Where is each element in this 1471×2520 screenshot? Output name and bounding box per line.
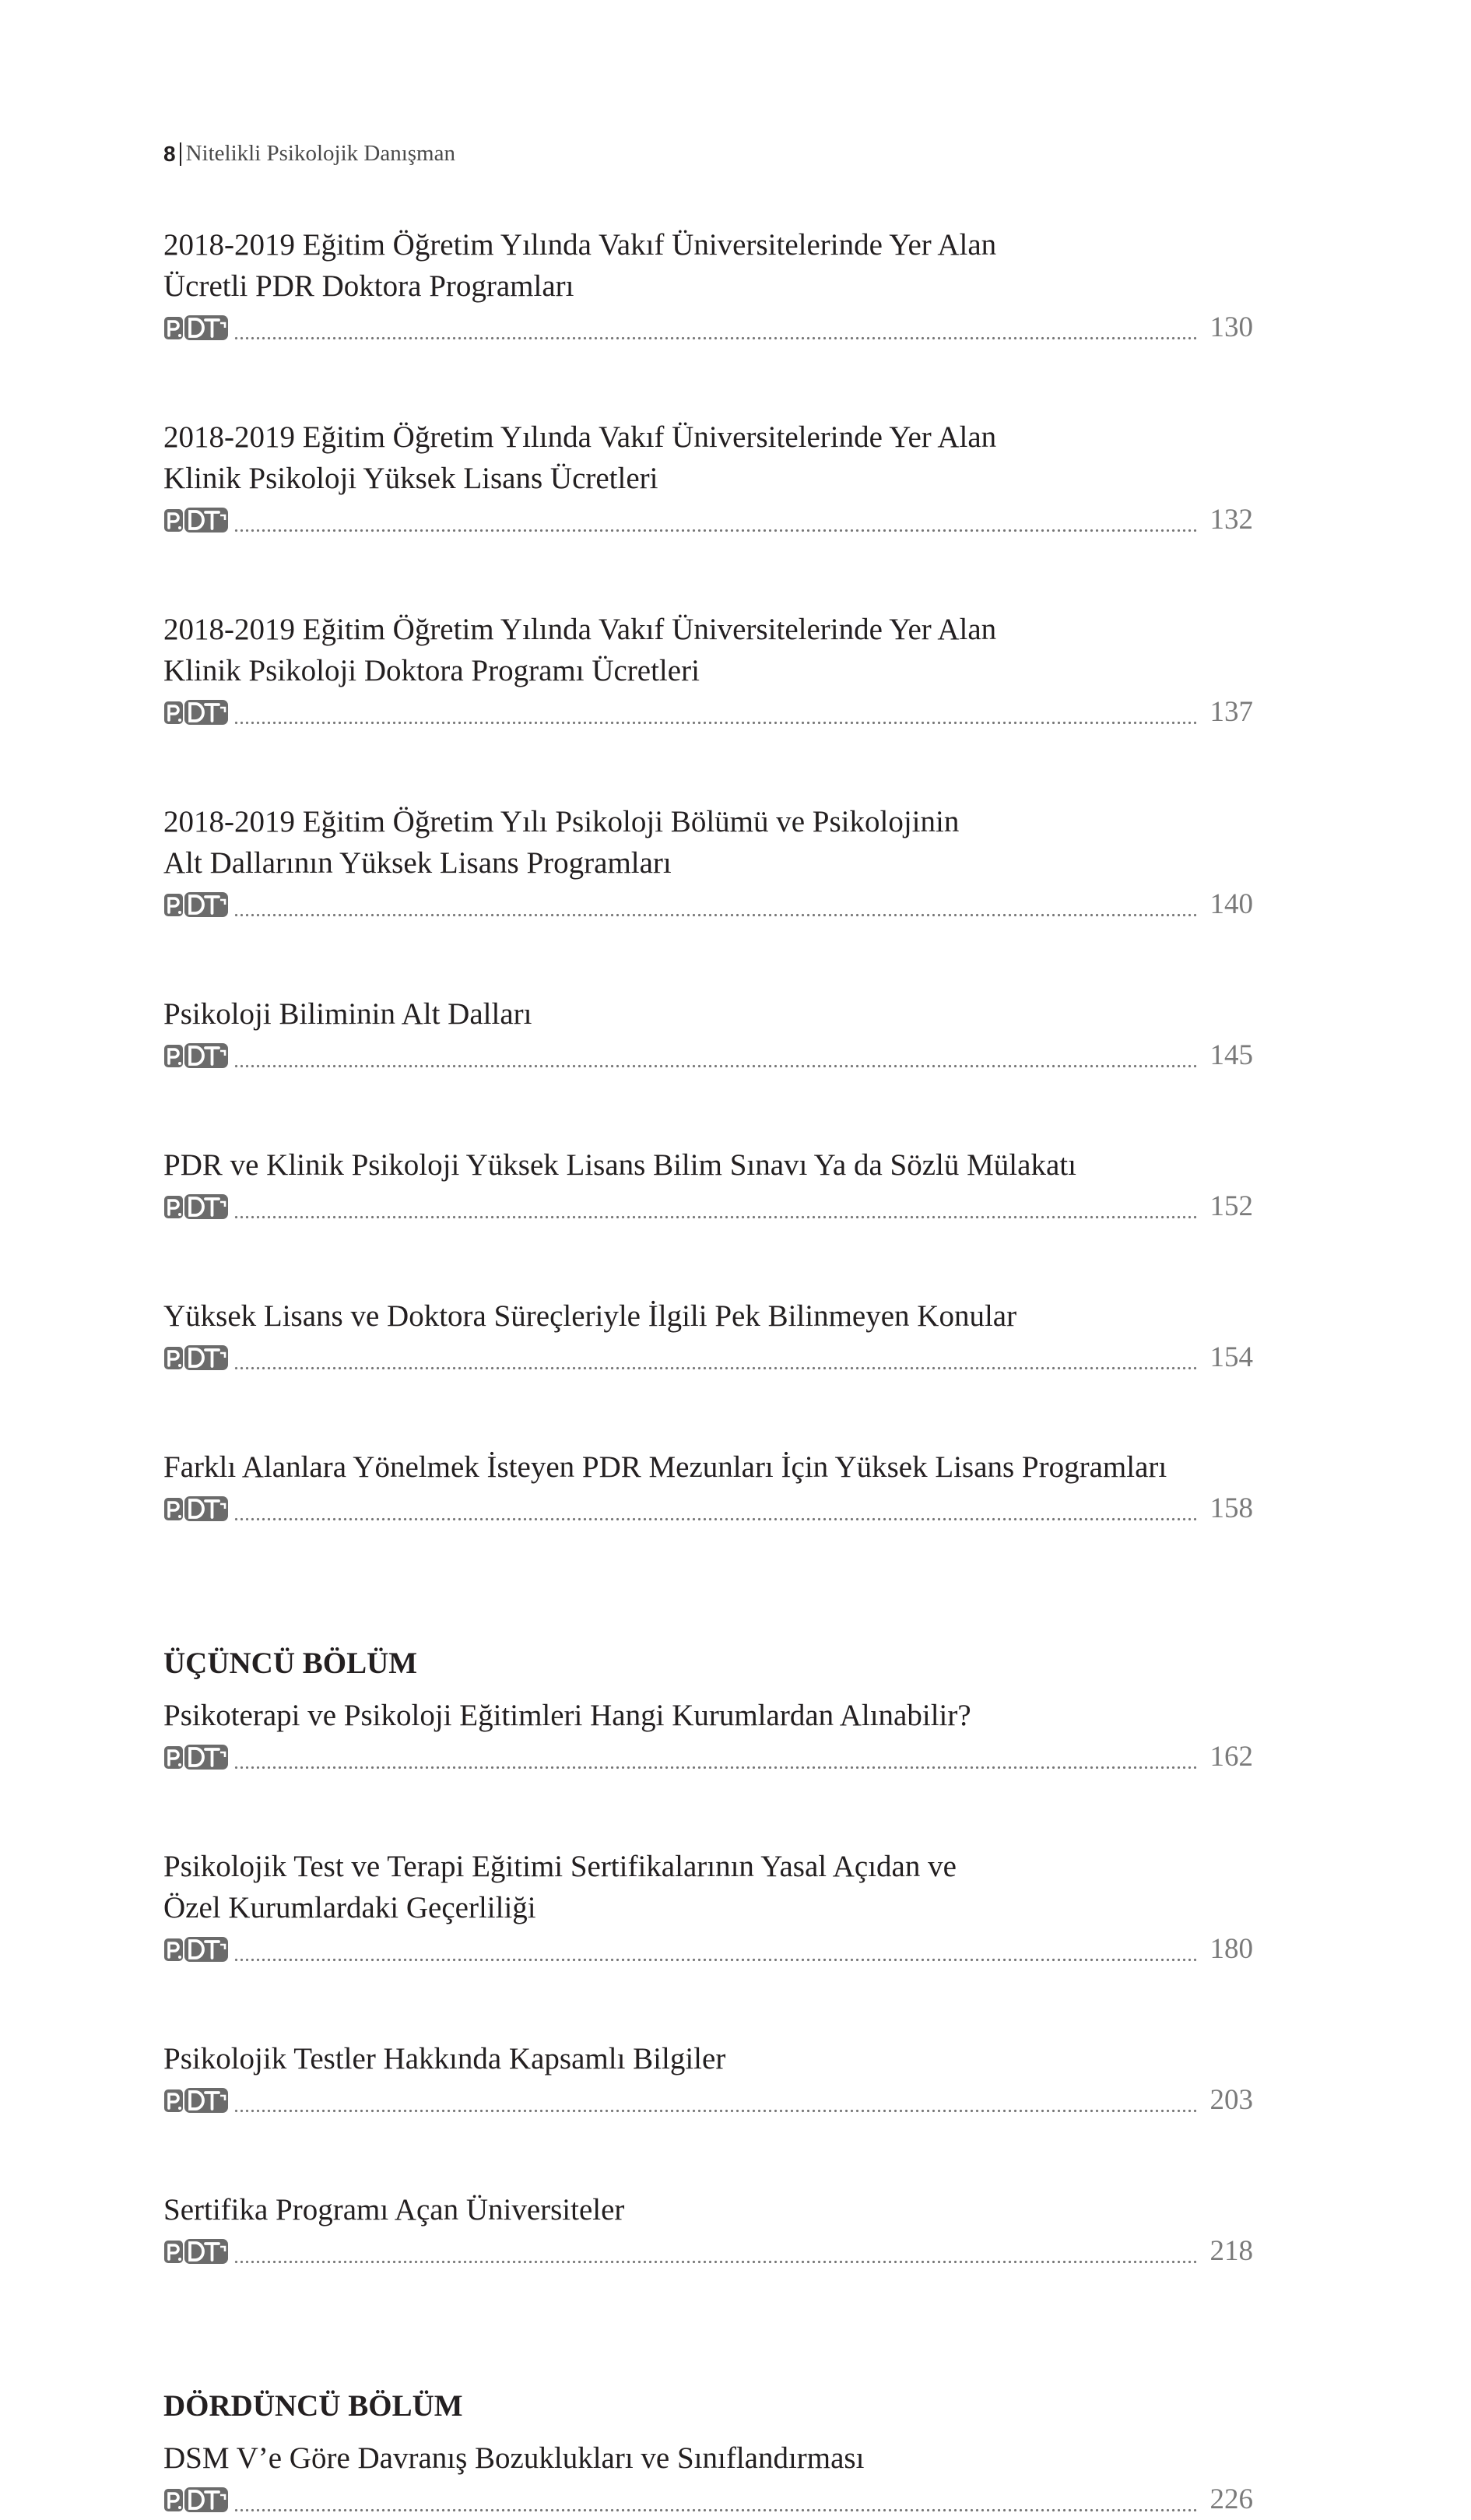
toc-entry-title: 2018-2019 Eğitim Öğretim Yılında Vakıf Üniversitelerinde Yer Alan: [163, 420, 997, 454]
pdf-icon[interactable]: [163, 2487, 229, 2513]
toc-entry[interactable]: [163, 1295, 1253, 1378]
toc-entry-leader: [163, 307, 1253, 348]
toc-entry-title: Farklı Alanlara Yönelmek İsteyen PDR Mezunları İçin Yüksek Lisans Programları: [163, 1450, 1167, 1484]
toc-entry-page: 132: [1209, 504, 1253, 536]
toc-entry-leader: [163, 1736, 1253, 1777]
toc-entry-page: 140: [1209, 888, 1253, 920]
toc-entry-leader: [163, 884, 1253, 925]
toc-entry-leader: [163, 2479, 1253, 2520]
dot-leader: [233, 697, 1199, 728]
toc-entry-title: Psikoloji Biliminin Alt Dalları: [163, 997, 532, 1031]
toc-entry-leader: [163, 2079, 1253, 2121]
toc-entry-title: Psikolojik Testler Hakkında Kapsamlı Bilgiler: [163, 2042, 726, 2075]
dot-leader: [233, 1934, 1199, 1965]
toc-entry[interactable]: [163, 801, 1253, 925]
toc-entry-title: Alt Dallarının Yüksek Lisans Programları: [163, 846, 672, 880]
toc-entry[interactable]: [163, 2437, 1253, 2520]
dot-leader: [233, 1493, 1199, 1524]
pdf-icon[interactable]: [163, 2087, 229, 2114]
dot-leader: [233, 2085, 1199, 2116]
dot-leader: [233, 1191, 1199, 1222]
toc-entry-title: 2018-2019 Eğitim Öğretim Yılında Vakıf Üniversitelerinde Yer Alan: [163, 228, 997, 262]
dot-leader: [233, 2236, 1199, 2267]
toc-entry-title: Klinik Psikoloji Doktora Programı Ücretleri: [163, 654, 700, 687]
toc-entry-leader: [163, 2230, 1253, 2272]
toc-entry[interactable]: [163, 993, 1253, 1076]
toc-entry-page: 180: [1209, 1933, 1253, 1965]
toc-entry[interactable]: [163, 224, 1253, 348]
pdf-icon[interactable]: [163, 1344, 229, 1371]
pdf-icon[interactable]: [163, 891, 229, 918]
pdf-icon[interactable]: [163, 507, 229, 533]
page-number: 8: [163, 141, 176, 166]
toc-entry[interactable]: [163, 1144, 1253, 1227]
toc-entry-page: 145: [1209, 1039, 1253, 1071]
toc-entry-title: PDR ve Klinik Psikoloji Yüksek Lisans Bilim Sınavı Ya da Sözlü Mülakatı: [163, 1148, 1076, 1182]
section-heading: ÜÇÜNCÜ BÖLÜM: [163, 1647, 418, 1680]
pdf-icon[interactable]: [163, 1193, 229, 1220]
toc-entry-page: 162: [1209, 1741, 1253, 1773]
pdf-icon[interactable]: [163, 1936, 229, 1963]
dot-leader: [233, 1040, 1199, 1071]
toc-entry[interactable]: [163, 1446, 1253, 1529]
toc-entry[interactable]: [163, 1846, 1253, 1970]
toc-entry-page: 154: [1209, 1341, 1253, 1373]
dot-leader: [233, 2484, 1199, 2515]
toc-entry-page: 218: [1209, 2235, 1253, 2267]
toc-entry-page: 158: [1209, 1492, 1253, 1524]
toc-entry-leader: [163, 691, 1253, 733]
toc-entry[interactable]: [163, 2038, 1253, 2121]
book-title: Nitelikli Psikolojik Danışman: [185, 141, 455, 166]
toc-entry[interactable]: [163, 1695, 1253, 1777]
toc-entry-page: 203: [1209, 2084, 1253, 2116]
pdf-icon[interactable]: [163, 315, 229, 341]
toc-entry-page: 226: [1209, 2483, 1253, 2515]
toc-entry-title: 2018-2019 Eğitim Öğretim Yılında Vakıf Üniversitelerinde Yer Alan: [163, 613, 997, 646]
page-header: [163, 141, 455, 167]
dot-leader: [233, 889, 1199, 920]
toc-entry-title: Psikolojik Test ve Terapi Eğitimi Sertifikalarının Yasal Açıdan ve: [163, 1850, 957, 1883]
toc-entry-leader: [163, 499, 1253, 540]
toc-entry-title: Sertifika Programı Açan Üniversiteler: [163, 2193, 625, 2227]
dot-leader: [233, 1742, 1199, 1773]
toc-entry[interactable]: [163, 609, 1253, 733]
pdf-icon[interactable]: [163, 1744, 229, 1770]
toc-entry-title: Yüksek Lisans ve Doktora Süreçleriyle İlgili Pek Bilinmeyen Konular: [163, 1299, 1017, 1333]
dot-leader: [233, 312, 1199, 343]
toc-entry-leader: [163, 1337, 1253, 1378]
toc-entry[interactable]: [163, 2189, 1253, 2272]
pdf-icon[interactable]: [163, 2238, 229, 2265]
toc-entry-leader: [163, 1035, 1253, 1076]
pdf-icon[interactable]: [163, 699, 229, 726]
toc-entry-leader: [163, 1488, 1253, 1529]
toc-entry-title: Ücretli PDR Doktora Programları: [163, 269, 574, 303]
toc-entry-title: 2018-2019 Eğitim Öğretim Yılı Psikoloji Bölümü ve Psikolojinin: [163, 805, 960, 838]
toc-entry-leader: [163, 1928, 1253, 1970]
toc-entry-page: 137: [1209, 696, 1253, 728]
section-heading: DÖRDÜNCÜ BÖLÜM: [163, 2389, 463, 2423]
header-separator: [180, 142, 181, 166]
dot-leader: [233, 504, 1199, 536]
toc-entry-title: Özel Kurumlardaki Geçerliliği: [163, 1891, 536, 1924]
toc-entry-title: Psikoterapi ve Psikoloji Eğitimleri Hangi Kurumlardan Alınabilir?: [163, 1699, 971, 1732]
dot-leader: [233, 1342, 1199, 1373]
toc-entry-title: DSM V’e Göre Davranış Bozuklukları ve Sınıflandırması: [163, 2441, 865, 2475]
pdf-icon[interactable]: [163, 1042, 229, 1069]
toc-entry-leader: [163, 1186, 1253, 1227]
toc-entry-title: Klinik Psikoloji Yüksek Lisans Ücretleri: [163, 462, 658, 495]
toc-entry-page: 130: [1209, 311, 1253, 343]
toc-entry-page: 152: [1209, 1190, 1253, 1222]
pdf-icon[interactable]: [163, 1495, 229, 1522]
toc-entry[interactable]: [163, 416, 1253, 540]
